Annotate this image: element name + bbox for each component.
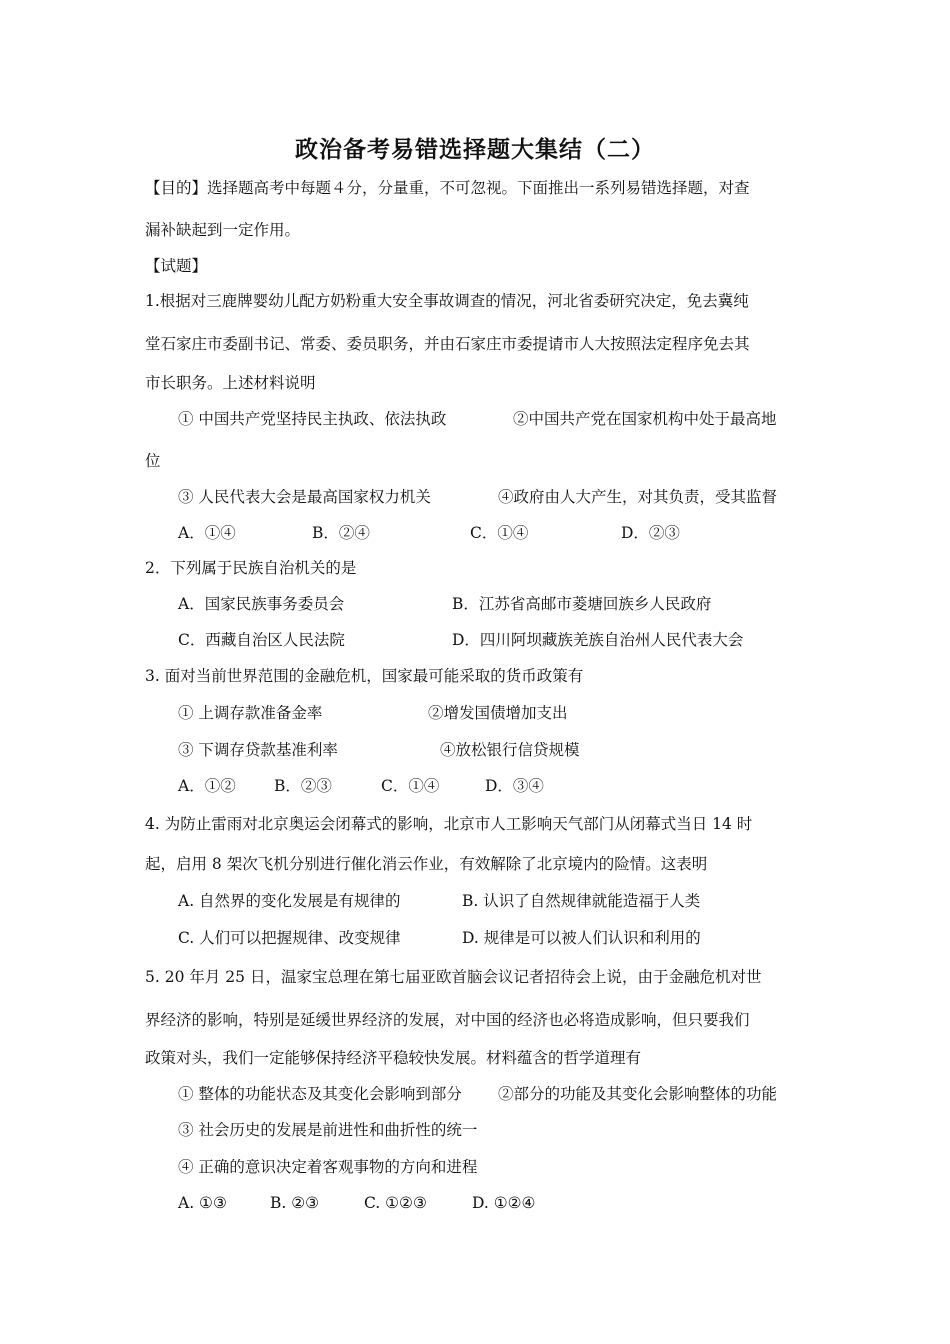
- q5-option-d: D. ①②④: [472, 1194, 536, 1212]
- q1-stem-line-2: 堂石家庄市委副书记、常委、委员职务，并由石家庄市委提请市人大按照法定程序免去其: [145, 335, 750, 353]
- q5-option-b: B. ②③: [270, 1194, 320, 1212]
- q1-option-c: C．①④: [470, 524, 529, 542]
- q2-stem: 2．下列属于民族自治机关的是: [145, 559, 357, 577]
- q2-option-a: A．国家民族事务委员会: [178, 595, 345, 613]
- q3-option-d: D．③④: [485, 777, 544, 795]
- q1-stem-line-1: 1.根据对三鹿牌婴幼儿配方奶粉重大安全事故调查的情况，河北省委研究决定，免去冀纯: [145, 292, 749, 310]
- q3-option-c: C．①④: [381, 777, 440, 795]
- q1-statement-3: ③ 人民代表大会是最高国家权力机关: [178, 488, 431, 506]
- q5-statement-1: ① 整体的功能状态及其变化会影响到部分: [178, 1085, 462, 1103]
- q1-statement-1: ① 中国共产党坚持民主执政、依法执政: [178, 410, 447, 428]
- q1-option-b: B．②④: [312, 524, 370, 542]
- q3-statement-4: ④放松银行信贷规模: [440, 741, 580, 759]
- q3-option-b: B．②③: [274, 777, 332, 795]
- q5-stem-line-2: 界经济的影响，特别是延缓世界经济的发展，对中国的经济也必将造成影响，但只要我们: [145, 1011, 750, 1029]
- intro-line-2: 漏补缺起到一定作用。: [145, 221, 301, 239]
- q1-statement-4: ④政府由人大产生，对其负责，受其监督: [498, 488, 778, 506]
- q5-option-c: C. ①②③: [364, 1194, 427, 1212]
- q4-option-d: D. 规律是可以被人们认识和利用的: [462, 929, 701, 947]
- q1-option-a: A．①④: [178, 524, 236, 542]
- q4-option-c: C. 人们可以把握规律、改变规律: [178, 929, 401, 947]
- q3-statement-3: ③ 下调存贷款基准利率: [178, 741, 338, 759]
- q1-option-d: D．②③: [621, 524, 680, 542]
- q3-option-a: A．①②: [178, 777, 236, 795]
- q5-stem-line-3: 政策对头，我们一定能够保持经济平稳较快发展。材料蕴含的哲学道理有: [145, 1049, 642, 1067]
- q4-option-a: A. 自然界的变化发展是有规律的: [178, 892, 401, 910]
- q4-option-b: B. 认识了自然规律就能造福于人类: [462, 892, 701, 910]
- q3-statement-2: ②增发国债增加支出: [428, 704, 568, 722]
- q2-option-b: B．江苏省高邮市菱塘回族乡人民政府: [452, 595, 712, 613]
- q4-stem-line-1: 4. 为防止雷雨对北京奥运会闭幕式的影响，北京市人工影响天气部门从闭幕式当日 14 时: [145, 815, 753, 833]
- q2-option-c: C．西藏自治区人民法院: [178, 631, 345, 649]
- q5-stem-line-1: 5. 20 年月 25 日，温家宝总理在第七届亚欧首脑会议记者招待会上说，由于金融危机对世: [145, 968, 762, 986]
- q3-stem: 3. 面对当前世界范围的金融危机，国家最可能采取的货币政策有: [145, 667, 584, 685]
- intro-line-1: 【目的】选择题高考中每题４分，分量重，不可忽视。下面推出一系列易错选择题，对查: [145, 179, 750, 197]
- q5-option-a: A. ①③: [178, 1194, 227, 1212]
- q5-statement-4: ④ 正确的意识决定着客观事物的方向和进程: [178, 1158, 478, 1176]
- q1-statement-2: ②中国共产党在国家机构中处于最高地: [513, 410, 777, 428]
- q3-statement-1: ① 上调存款准备金率: [178, 704, 323, 722]
- q2-option-d: D．四川阿坝藏族羌族自治州人民代表大会: [452, 631, 744, 649]
- q1-statement-2-cont: 位: [145, 452, 161, 470]
- section-label: 【试题】: [145, 257, 208, 275]
- q1-stem-line-3: 市长职务。上述材料说明: [145, 374, 316, 392]
- q5-statement-3: ③ 社会历史的发展是前进性和曲折性的统一: [178, 1121, 478, 1139]
- document-title: 政治备考易错选择题大集结（二）: [295, 137, 655, 163]
- q5-statement-2: ②部分的功能及其变化会影响整体的功能: [498, 1085, 778, 1103]
- q4-stem-line-2: 起，启用 8 架次飞机分别进行催化消云作业，有效解除了北京境内的险情。这表明: [145, 855, 708, 873]
